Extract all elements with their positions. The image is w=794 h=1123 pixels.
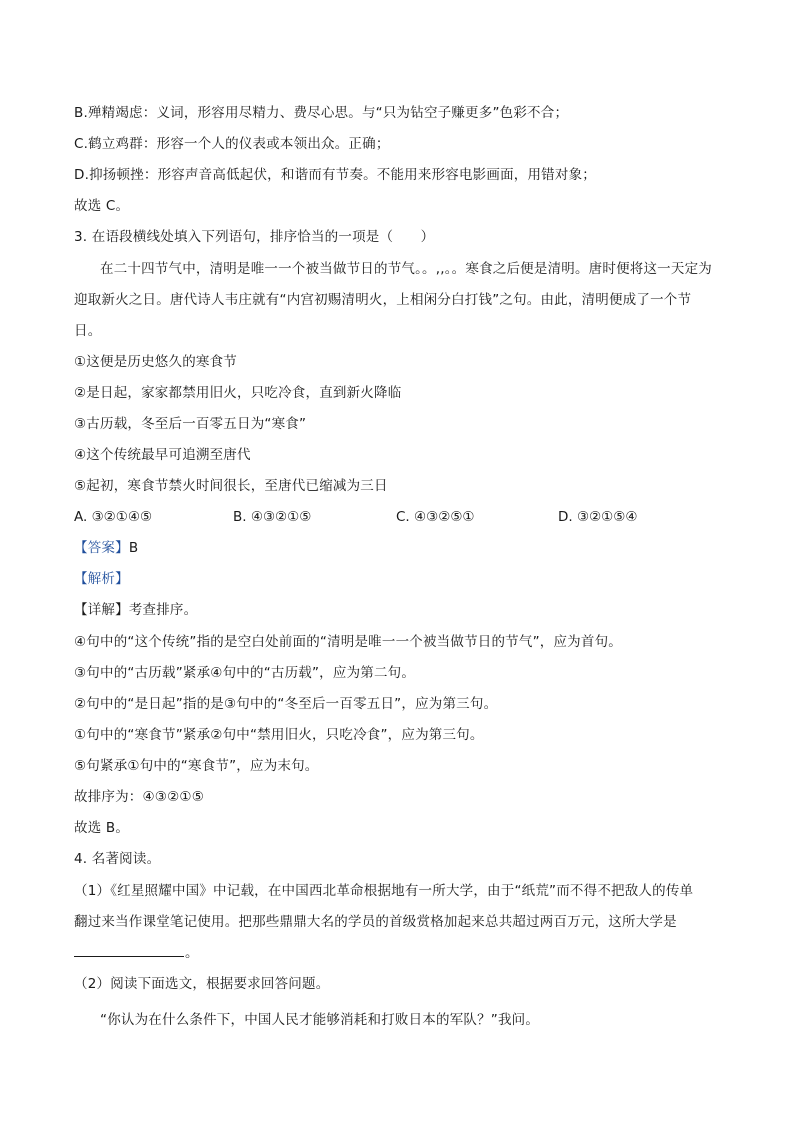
passage-line-3: 日。: [74, 323, 102, 339]
passage-line-2: 迎取新火之日。唐代诗人韦庄就有“内宫初赐清明火，上相闲分白打钱”之句。由此，清明便成了一个节: [74, 292, 692, 308]
option-d: D. ③②①⑤④: [558, 509, 638, 525]
answer-value: B: [128, 540, 139, 556]
q4-quote: “你认为在什么条件下，中国人民才能够消耗和打败日本的军队？”我问。: [100, 1012, 540, 1028]
q4-part2-instruction: （2）阅读下面选文，根据要求回答问题。: [74, 976, 330, 992]
explanation-2: ③句中的“古历载”紧承④句中的“古历载”，应为第二句。: [74, 665, 416, 681]
answer-blank: [74, 956, 184, 957]
analysis-label: 【解析】: [74, 571, 129, 587]
order-conclusion: 故排序为：④③②①⑤: [74, 789, 205, 805]
option-b: B. ④③②①⑤: [233, 509, 312, 525]
explanation-4: ①句中的“寒食节”紧承②句中“禁用旧火，只吃冷食”，应为第三句。: [74, 727, 484, 743]
explanation-1: ④句中的“这个传统”指的是空白处前面的“清明是唯一一个被当做节日的节气”，应为首句。: [74, 634, 622, 650]
detail-line: [74, 601, 197, 619]
option-a: A. ③②①④⑤: [74, 509, 153, 525]
detail-text: 考查排序。: [128, 602, 198, 618]
explanation-5: ⑤句紧承①句中的“寒食节”，应为末句。: [74, 758, 319, 774]
q4-part1-line2: 翻过来当作课堂笔记使用。把那些鼎鼎大名的学员的首级赏格加起来总共超过两百万元，这所大学是: [74, 914, 677, 930]
question-4-title: 4. 名著阅读。: [74, 851, 161, 867]
choose-b-conclusion: 故选 B。: [74, 820, 130, 836]
q4-part1-line3: [74, 944, 199, 962]
blank-period: 。: [185, 945, 199, 961]
option-c-explanation: C.鹤立鸡群：形容一个人的仪表或本领出众。正确；: [74, 136, 390, 152]
sentence-2: ②是日起，家家都禁用旧火，只吃冷食，直到新火降临: [74, 385, 402, 401]
explanation-3: ②句中的“是日起”指的是③句中的“冬至后一百零五日”，应为第三句。: [74, 696, 498, 712]
option-c: C. ④③②⑤①: [396, 509, 475, 525]
option-b-explanation: B.殚精竭虑：义词，形容用尽精力、费尽心思。与“只为钻空子赚更多”色彩不合；: [74, 105, 569, 121]
q4-part1-line1: （1）《红星照耀中国》中记载，在中国西北革命根据地有一所大学，由于“纸荒”而不得不把敌人的传单: [74, 883, 694, 899]
question-3-title: 3. 在语段横线处填入下列语句，排序恰当的一项是（ ）: [74, 229, 435, 245]
sentence-4: ④这个传统最早可追溯至唐代: [74, 447, 251, 463]
option-d-explanation: D.抑扬顿挫：形容声音高低起伏，和谐而有节奏。不能用来形容电影画面，用错对象；: [74, 167, 596, 183]
answer-label: 【答案】: [74, 540, 129, 556]
choose-c-conclusion: 故选 C。: [74, 198, 130, 214]
sentence-1: ①这便是历史悠久的寒食节: [74, 354, 238, 370]
detail-label: 【详解】: [74, 602, 129, 618]
answer-line: [74, 539, 138, 557]
passage-line-1: 在二十四节气中，清明是唯一一个被当做节日的节气。。,,。。寒食之后便是清明。唐时便将这一天定为: [100, 261, 712, 277]
sentence-3: ③古历载，冬至后一百零五日为“寒食”: [74, 416, 307, 432]
sentence-5: ⑤起初，寒食节禁火时间很长，至唐代已缩减为三日: [74, 478, 388, 494]
